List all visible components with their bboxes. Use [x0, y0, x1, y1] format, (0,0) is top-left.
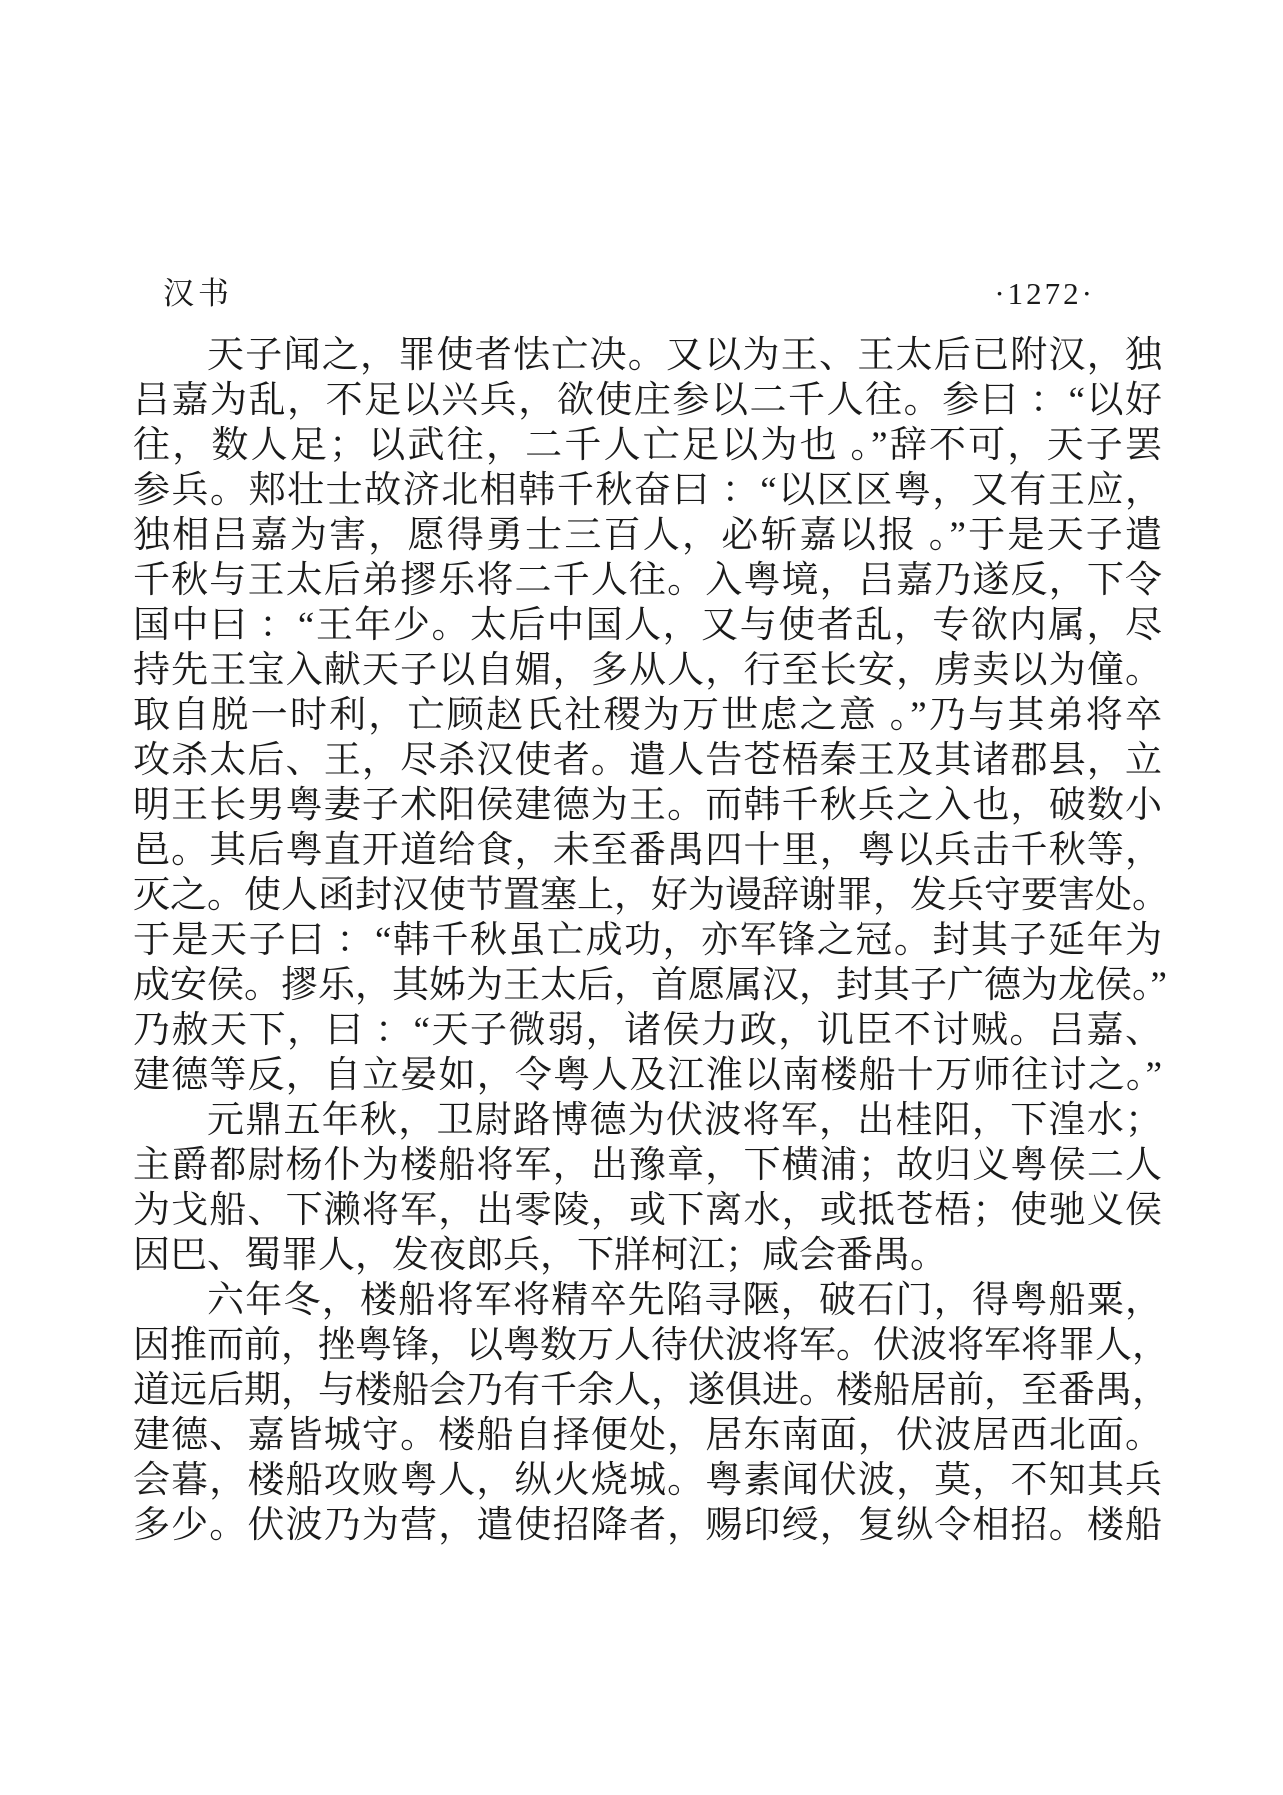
- text-line: 于是天子曰 ：“韩千秋虽亡成功，亦军锋之冠。封其子延年为: [133, 920, 1162, 961]
- text-line: 国中曰 ：“王年少。太后中国人，又与使者乱，专欲内属，尽: [133, 605, 1162, 646]
- text-line: 主爵都尉杨仆为楼船将军，出豫章，下横浦；故归义粤侯二人: [133, 1145, 1162, 1186]
- page-body: [133, 333, 1169, 1548]
- text-line: 建德、嘉皆城守。楼船自择便处，居东南面，伏波居西北面。: [133, 1415, 1162, 1456]
- paragraph: [133, 1278, 1169, 1548]
- text-line: 为戈船、下濑将军，出零陵，或下离水，或抵苍梧；使驰义侯: [133, 1190, 1162, 1231]
- text-line: 会暮，楼船攻败粤人，纵火烧城。粤素闻伏波，莫，不知其兵: [133, 1460, 1162, 1501]
- text-line: 攻杀太后、王，尽杀汉使者。遣人告苍梧秦王及其诸郡县，立: [133, 740, 1162, 781]
- page-number: ·1272·: [994, 276, 1095, 311]
- text-line: 多少。伏波乃为营，遣使招降者，赐印绶，复纵令相招。楼船: [133, 1505, 1162, 1546]
- text-line: 灭之。使人函封汉使节置塞上，好为谩辞谢罪，发兵守要害处。: [133, 875, 1169, 916]
- text-line: 取自脱一时利，亡顾赵氏社稷为万世虑之意 。”乃与其弟将卒: [133, 695, 1162, 736]
- paragraph: [133, 1098, 1162, 1278]
- text-line: 乃赦天下，曰 ：“天子微弱，诸侯力政，讥臣不讨贼。吕嘉、: [133, 1010, 1162, 1051]
- text-line: 千秋与王太后弟摎乐将二千人往。入粤境，吕嘉乃遂反，下令: [133, 560, 1162, 601]
- text-line: 持先王宝入献天子以自媚，多从人，行至长安，虏卖以为僮。: [133, 650, 1162, 691]
- text-line: 往，数人足；以武往，二千人亡足以为也 。”辞不可，天子罢: [133, 425, 1162, 466]
- text-line: 六年冬，楼船将军将精卒先陷寻陿，破石门，得粤船粟，: [207, 1280, 1162, 1321]
- text-line: 吕嘉为乱，不足以兴兵，欲使庄参以二千人往。参曰 ：“以好: [133, 380, 1162, 421]
- text-line: 建德等反，自立晏如，令粤人及江淮以南楼船十万师往讨之。”: [133, 1055, 1162, 1096]
- text-line: 因巴、蜀罪人，发夜郎兵，下牂柯江；咸会番禺。: [133, 1235, 947, 1276]
- text-line: 成安侯。摎乐，其姊为王太后，首愿属汉，封其子广德为龙侯。”: [133, 965, 1167, 1006]
- text-line: 元鼎五年秋，卫尉路博德为伏波将军，出桂阳，下湟水；: [207, 1100, 1162, 1141]
- text-line: 天子闻之，罪使者怯亡决。又以为王、王太后已附汉，独: [207, 335, 1162, 376]
- text-line: 因推而前，挫粤锋，以粤数万人待伏波将军。伏波将军将罪人，: [133, 1325, 1169, 1366]
- text-line: 道远后期，与楼船会乃有千余人，遂俱进。楼船居前，至番禺，: [133, 1370, 1169, 1411]
- paragraph: [133, 333, 1169, 1098]
- text-line: 参兵。郏壮士故济北相韩千秋奋曰 ：“以区区粤，又有王应，: [133, 470, 1162, 511]
- text-line: 明王长男粤妻子术阳侯建德为王。而韩千秋兵之入也，破数小: [133, 785, 1162, 826]
- text-line: 独相吕嘉为害，愿得勇士三百人，必斩嘉以报 。”于是天子遣: [133, 515, 1162, 556]
- page-header: [163, 268, 1095, 313]
- text-line: 邑。其后粤直开道给食，未至番禺四十里，粤以兵击千秋等，: [133, 830, 1162, 871]
- book-title: 汉书: [163, 276, 233, 311]
